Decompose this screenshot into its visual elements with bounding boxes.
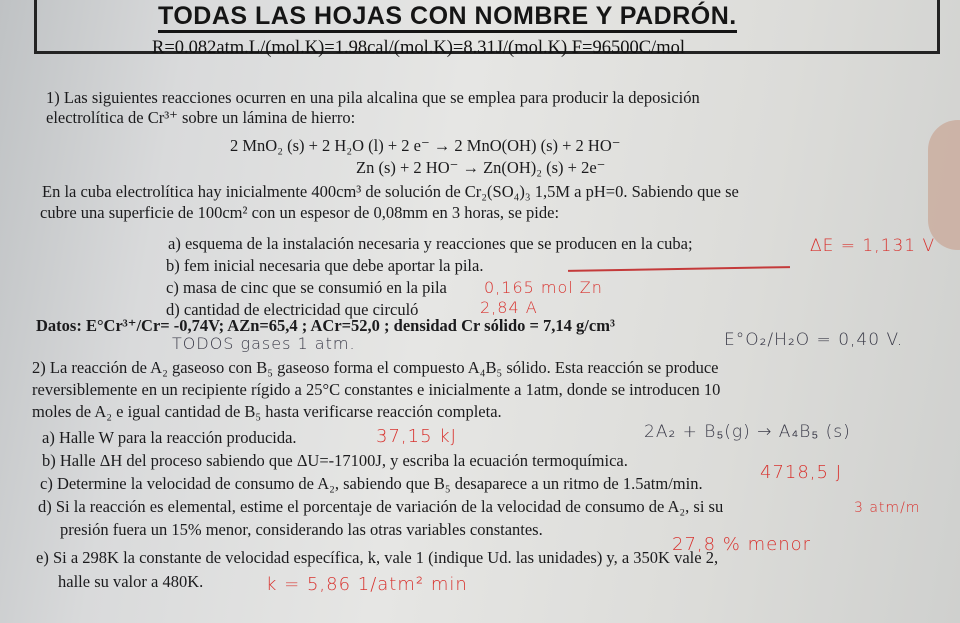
p1-reaction-2: Zn (s) + 2 HO⁻ → Zn(OH)₂ (s) + 2e⁻	[356, 158, 606, 177]
handwritten-eq-2: 2A₂ + B₅(g) → A₄B₅ (s)	[644, 422, 851, 442]
handwritten-ans-1a: ΔE = 1,131 V	[810, 236, 936, 256]
p1-intro-1: 1) Las siguientes reacciones ocurren en una pila alcalina que se emplea para producir la deposición	[46, 88, 700, 107]
p2-intro-2: reversiblemente en un recipiente rígido a 25°C constantes e inicialmente a 1atm, donde se introducen 10	[32, 380, 721, 399]
p1-datos: Datos: E°Cr³⁺/Cr= -0,74V; AZn=65,4 ; ACr=52,0 ; densidad Cr sólido = 7,14 g/cm³	[36, 316, 615, 335]
handwritten-ans-1d: 2,84 A	[480, 298, 538, 317]
p1-item-a: a) esquema de la instalación necesaria y reacciones que se producen en la cuba;	[168, 234, 693, 253]
handwritten-ans-2d: 27,8 % menor	[672, 534, 812, 555]
p2-item-d2: presión fuera un 15% menor, considerando las otras variables constantes.	[60, 520, 543, 539]
page-title: TODAS LAS HOJAS CON NOMBRE Y PADRÓN.	[158, 2, 737, 33]
p2-item-e2: halle su valor a 480K.	[58, 572, 204, 591]
handwritten-ans-2c: 3 atm/m	[854, 500, 921, 516]
p2-item-a: a) Halle W para la reacción producida.	[42, 428, 297, 447]
p1-item-d: d) cantidad de electricidad que circuló	[166, 300, 419, 319]
p1-cuba-1: En la cuba electrolítica hay inicialmente 400cm³ de solución de Cr₂(SO₄)₃ 1,5M a pH=0. Sabiendo que se	[42, 182, 739, 201]
handwritten-ans-2e: k = 5,86 1/atm² min	[266, 574, 468, 595]
handwritten-note-e0: E°O₂/H₂O = 0,40 V.	[724, 330, 904, 350]
p2-intro-3: moles de A₂ e igual cantidad de B₅ hasta verificarse reacción completa.	[32, 402, 502, 421]
handwritten-ans-2b: 4718,5 J	[760, 462, 843, 483]
p2-intro-1: 2) La reacción de A₂ gaseoso con B₅ gaseoso forma el compuesto A₄B₅ sólido. Esta reacción se produce	[32, 358, 719, 377]
constants-line: R=0.082atm.L/(mol.K)=1.98cal/(mol.K)=8.31J/(mol.K) F=96500C/mol	[152, 38, 685, 58]
p1-item-b: b) fem inicial necesaria que debe aportar la pila.	[166, 256, 484, 275]
handwritten-arrow-line	[568, 266, 790, 272]
finger-thumb	[928, 120, 960, 250]
p2-item-d1: d) Si la reacción es elemental, estime el porcentaje de variación de la velocidad de consumo de A₂, si su	[38, 497, 724, 516]
p2-item-c: c) Determine la velocidad de consumo de A₂, sabiendo que B₅ desaparece a un ritmo de 1.5atm/min.	[40, 474, 703, 493]
p1-item-c: c) masa de cinc que se consumió en la pila	[166, 278, 447, 297]
handwritten-ans-2a: 37,15 kJ	[376, 426, 457, 447]
p2-item-e1: e) Si a 298K la constante de velocidad específica, k, vale 1 (indique Ud. las unidades) y, a 350K vale 2,	[36, 548, 719, 567]
p1-reaction-1: 2 MnO₂ (s) + 2 H₂O (l) + 2 e⁻ → 2 MnO(OH) (s) + 2 HO⁻	[230, 136, 621, 155]
p1-intro-2: electrolítica de Cr³⁺ sobre un lámina de hierro:	[46, 108, 356, 127]
handwritten-note-gases: TODOS gases 1 atm.	[172, 334, 356, 353]
handwritten-ans-1c: 0,165 mol Zn	[484, 278, 603, 297]
p1-cuba-2: cubre una superficie de 100cm² con un espesor de 0,08mm en 3 horas, se pide:	[40, 203, 560, 222]
p2-item-b: b) Halle ΔH del proceso sabiendo que ΔU=-17100J, y escriba la ecuación termoquímica.	[42, 451, 628, 470]
